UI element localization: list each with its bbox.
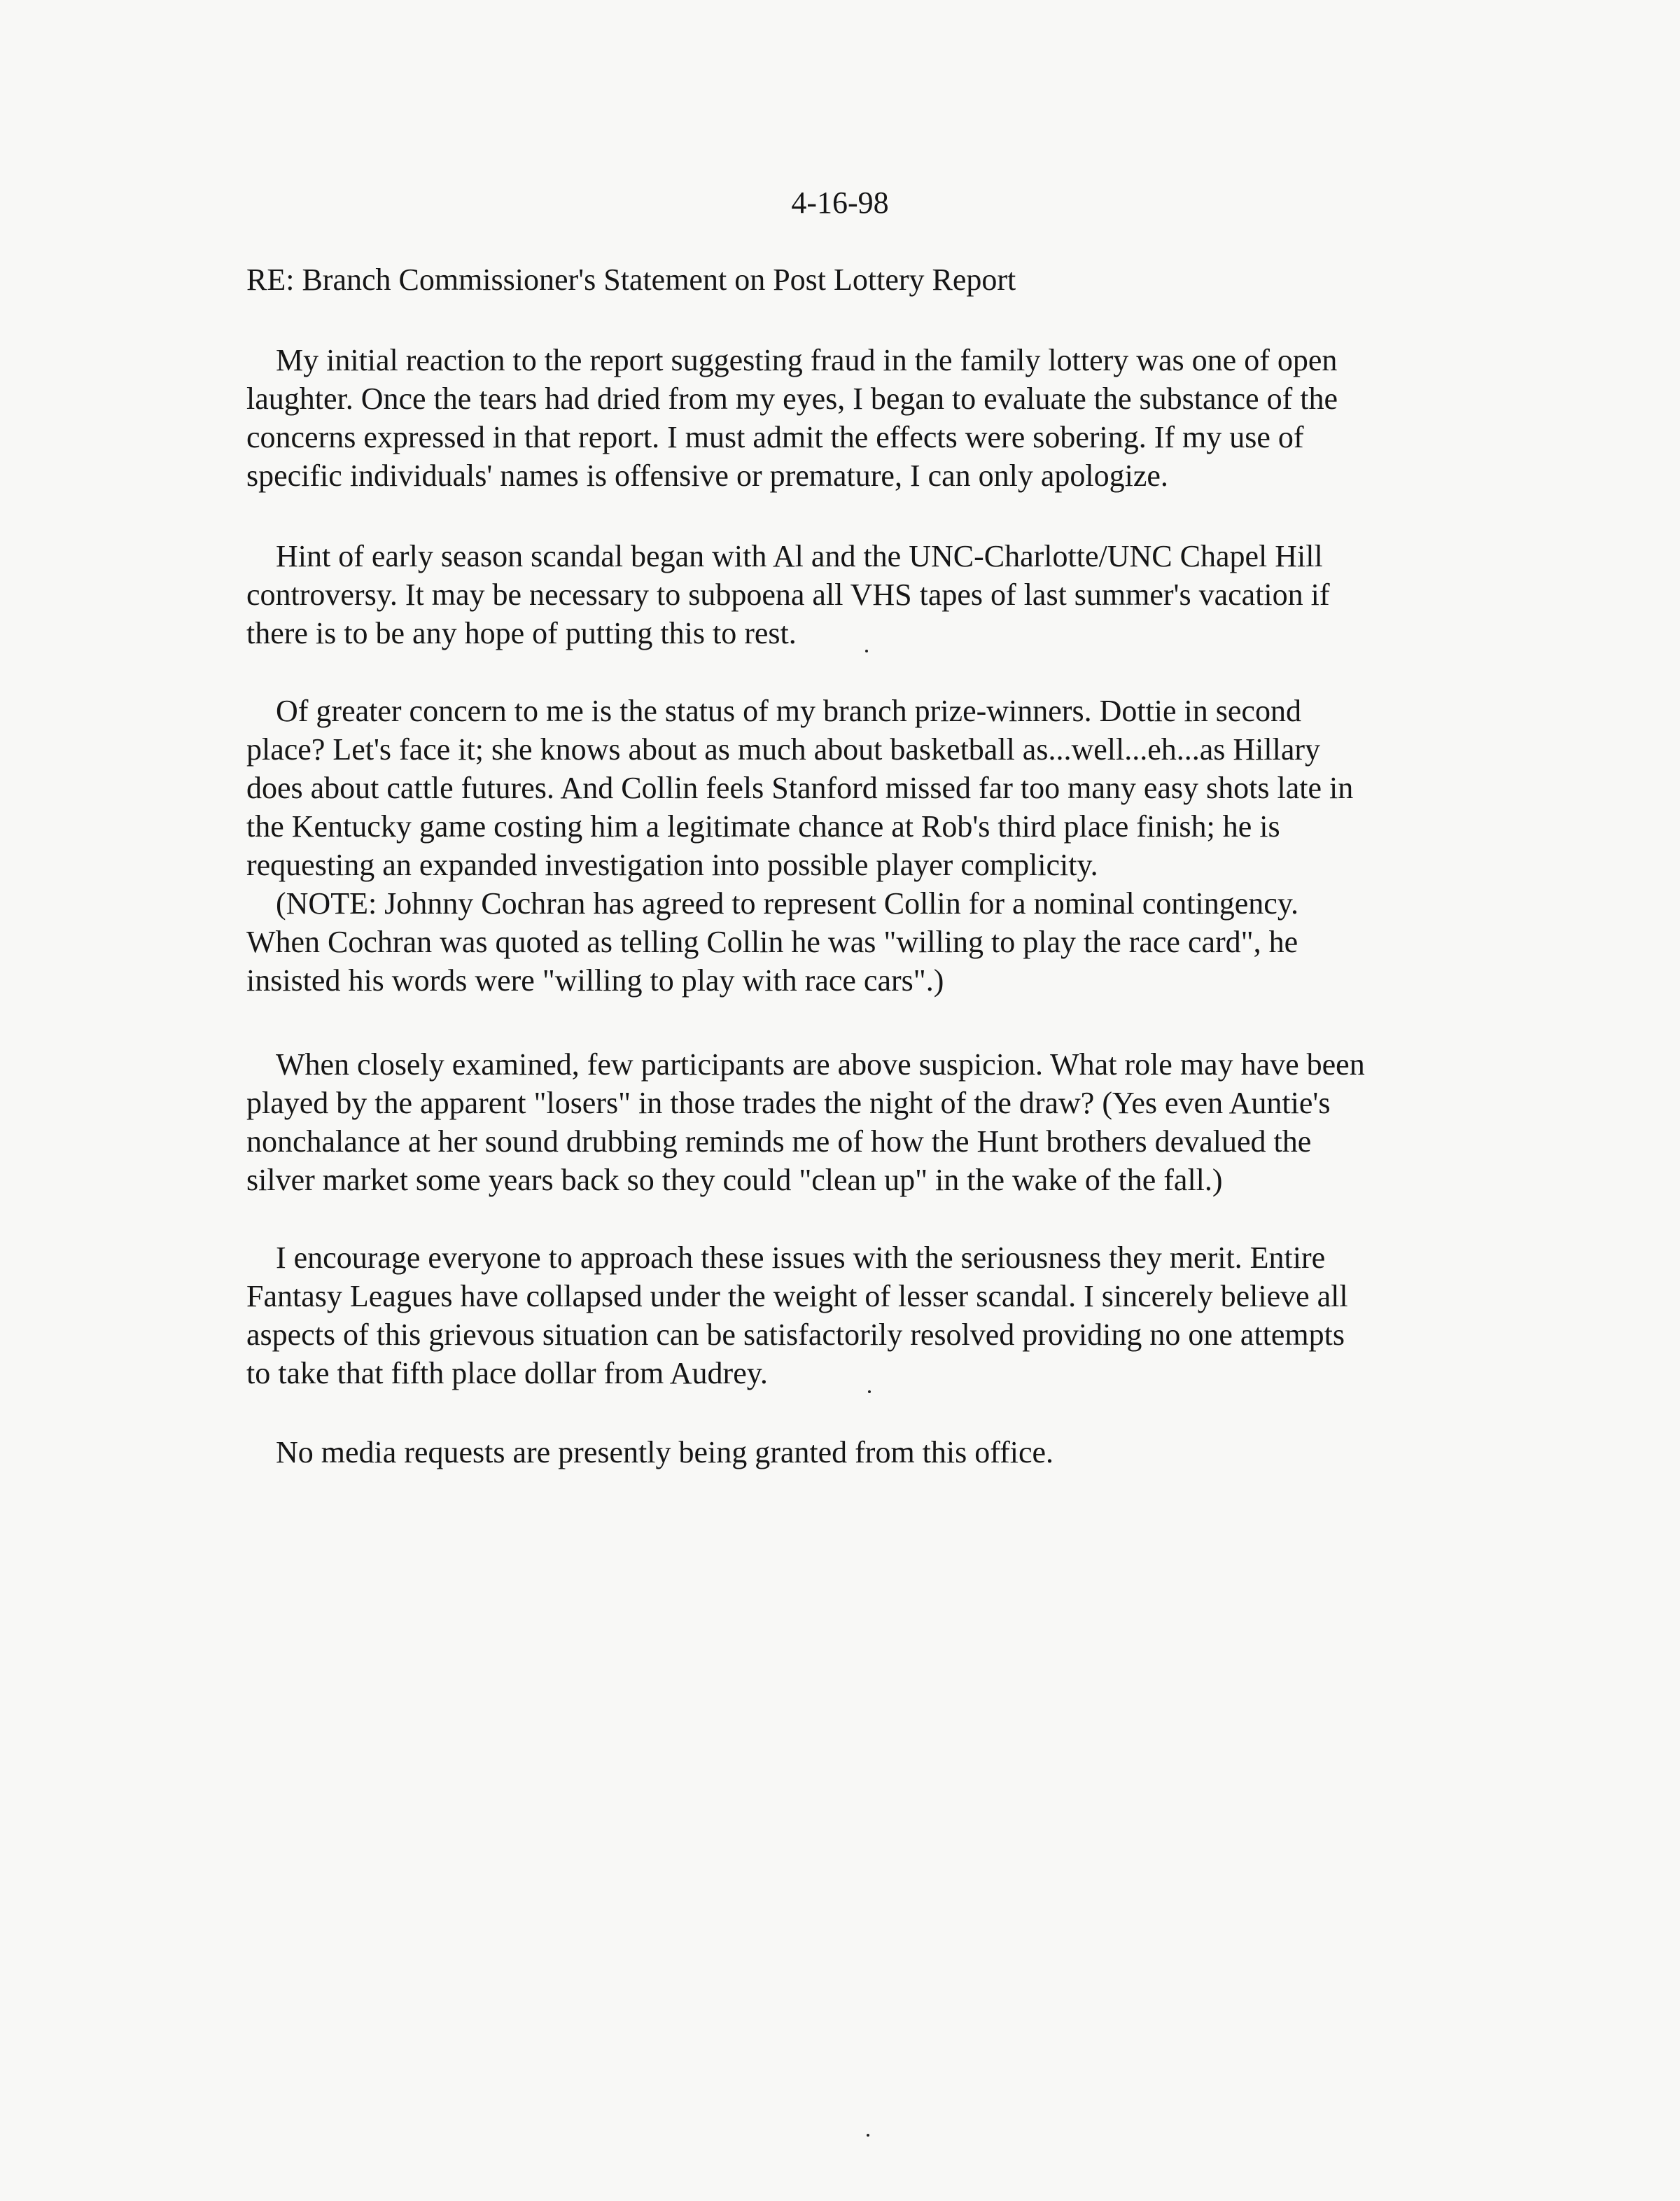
- paragraph-suspicion: [246, 1045, 1436, 1199]
- paragraph-line: When closely examined, few participants are above suspicion. What role may have been: [276, 1047, 1365, 1082]
- paragraph-line: Fantasy Leagues have collapsed under the weight of lesser scandal. I sincerely believe all: [246, 1279, 1348, 1313]
- scan-speck: [868, 1390, 871, 1393]
- scan-speck: [865, 650, 868, 652]
- document-date: 4-16-98: [791, 186, 889, 220]
- paragraph-line: When Cochran was quoted as telling Collin he was "willing to play the race card", he: [246, 925, 1298, 959]
- paragraph-media-statement: [246, 1433, 1436, 1472]
- paragraph-line: the Kentucky game costing him a legitimate chance at Rob's third place finish; he is: [246, 809, 1280, 844]
- subject-line: RE: Branch Commissioner's Statement on Post Lottery Report: [246, 263, 1016, 297]
- paragraph-line: played by the apparent "losers" in those trades the night of the draw? (Yes even Auntie's: [246, 1086, 1331, 1120]
- paragraph-line: My initial reaction to the report suggesting fraud in the family lottery was one of open: [276, 343, 1338, 377]
- paragraph-line: (NOTE: Johnny Cochran has agreed to represent Collin for a nominal contingency.: [276, 886, 1298, 921]
- paragraph-line: place? Let's face it; she knows about as much about basketball as...well...eh...as Hillary: [246, 732, 1321, 767]
- scan-speck: [867, 2134, 869, 2137]
- paragraph-encouragement: [246, 1238, 1436, 1392]
- paragraph-line: Hint of early season scandal began with Al and the UNC-Charlotte/UNC Chapel Hill: [276, 539, 1323, 573]
- paragraph-line: aspects of this grievous situation can be satisfactorily resolved providing no one attempts: [246, 1318, 1345, 1352]
- paragraph-line: does about cattle futures. And Collin feels Stanford missed far too many easy shots late in: [246, 771, 1354, 805]
- paragraph-line: there is to be any hope of putting this to rest.: [246, 616, 797, 650]
- paragraph-line: nonchalance at her sound drubbing reminds me of how the Hunt brothers devalued the: [246, 1124, 1312, 1159]
- paragraph-line: to take that fifth place dollar from Audrey.: [246, 1356, 768, 1390]
- paragraph-line: I encourage everyone to approach these issues with the seriousness they merit. Entire: [276, 1241, 1326, 1275]
- paragraph-line: concerns expressed in that report. I must admit the effects were sobering. If my use of: [246, 420, 1304, 454]
- paragraph-prize-winners: [246, 692, 1436, 1000]
- paragraph-line: specific individuals' names is offensive or premature, I can only apologize.: [246, 459, 1168, 493]
- paragraph-initial-reaction: [246, 341, 1436, 495]
- paragraph-line: No media requests are presently being granted from this office.: [276, 1435, 1054, 1469]
- paragraph-line: silver market some years back so they could "clean up" in the wake of the fall.): [246, 1163, 1223, 1197]
- paragraph-line: controversy. It may be necessary to subpoena all VHS tapes of last summer's vacation if: [246, 578, 1330, 612]
- paragraph-line: Of greater concern to me is the status of my branch prize-winners. Dottie in second: [276, 694, 1301, 728]
- paragraph-line: laughter. Once the tears had dried from my eyes, I began to evaluate the substance of the: [246, 382, 1338, 416]
- paragraph-early-scandal: [246, 537, 1436, 652]
- paragraph-line: insisted his words were "willing to play with race cars".): [246, 963, 944, 998]
- paragraph-line: requesting an expanded investigation into possible player complicity.: [246, 848, 1098, 882]
